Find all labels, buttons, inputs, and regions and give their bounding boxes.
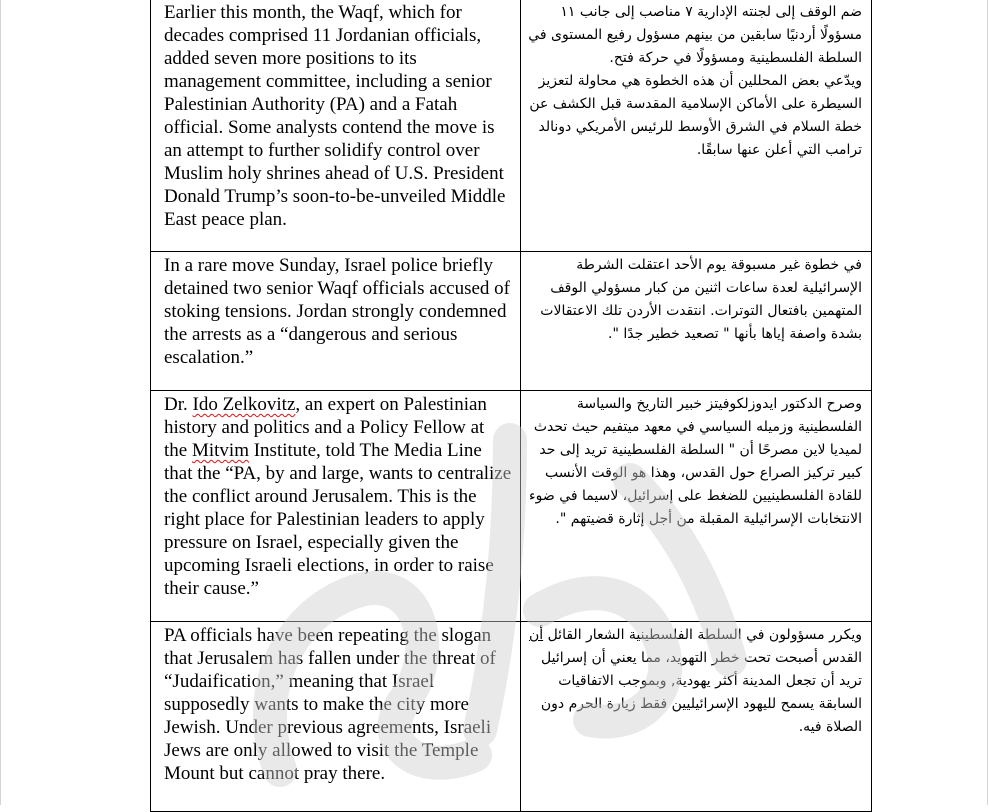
translation-table bbox=[150, 0, 872, 812]
page-edge-right bbox=[987, 0, 988, 805]
table-row bbox=[151, 622, 872, 812]
arabic-paragraph: في خطوة غير مسبوقة يوم الأحد اعتقلت الشرطة الإسرائيلية لعدة ساعات اثنين من كبار مسؤولي الوقف المتهمين بافتعال التوترات. انتقدت الأردن تلك الاعتقالات بشدة واصفة إياها بأنها " تصعيد خطير جدًا ". bbox=[540, 257, 862, 342]
arabic-line: ضم الوقف إلى لجنته الإدارية ٧ مناصب إلى جانب ١١ مسؤولًا أردنيًا سابقين من بينهم مسؤول رفيع المستوى في السلطة الفلسطينية ومسؤولًا في حركة فتح. bbox=[528, 4, 862, 66]
english-cell[interactable] bbox=[151, 622, 521, 812]
english-cell[interactable] bbox=[151, 391, 521, 622]
english-paragraph: In a rare move Sunday, Israel police briefly detained two senior Waqf officials accused of stoking tensions. Jordan strongly condemned the arrests as a “dangerous and serious escalation.” bbox=[164, 255, 510, 368]
table-row bbox=[151, 0, 872, 252]
spellcheck-flagged-word[interactable]: Mitvim bbox=[191, 440, 249, 461]
arabic-paragraph bbox=[521, 0, 871, 162]
table-row bbox=[151, 391, 872, 622]
english-paragraph: Earlier this month, the Waqf, which for decades comprised 11 Jordanian officials, added seven more positions to its management committee, including a senior Palestinian Authority (PA) and a Fatah official. Some analysts contend the move is an attempt to further solidify control over Muslim holy shrines ahead of U.S. President Donald Trump’s soon-to-be-unveiled Middle East peace plan. bbox=[164, 2, 506, 230]
underlined-word: أن bbox=[528, 627, 544, 643]
text-run: ويكرر مسؤولون في السلطة الفلسطينية الشعار القائل bbox=[543, 627, 862, 643]
text-run: , an expert on Palestinian history and politics and a Policy Fellow at the bbox=[164, 394, 487, 461]
arabic-line: ويدّعي بعض المحللين أن هذه الخطوة هي محاولة لتعزيز السيطرة على الأماكن الإسلامية المقدسة قبل الكشف عن خطة السلام في الشرق الأوسط للرئيس الأمريكي دونالد ترامب التي أعلن عنها سابقًا. bbox=[529, 73, 862, 158]
text-run: Institute, told The Media Line that the “PA, by and large, wants to centralize the conflict around Jerusalem. This is the right place for Palestinian leaders to apply pressure on Israel, especially given the upcoming Israeli elections, in order to raise their cause.” bbox=[164, 440, 512, 599]
text-run: Dr. bbox=[164, 394, 193, 415]
arabic-cell[interactable] bbox=[521, 0, 872, 252]
arabic-cell[interactable] bbox=[521, 252, 872, 391]
arabic-paragraph: وصرح الدكتور ايدوزلكوفيتز خبير التاريخ والسياسة الفلسطينية وزميله السياسي في معهد ميتفيم حيث تحدث لميديا لاين مصرحًا أن " السلطة الفلسطينية تريد إلى حد كبير تركيز الصراع حول القدس، وهذا هو الوقت الأنسب للقادة الفلسطينيين للضغط على إسرائيل، لاسيما في ضوء الانتخابات الإسرائيلية المقبلة من أجل إثارة قضيتهم ". bbox=[529, 396, 862, 527]
arabic-paragraph bbox=[521, 622, 871, 739]
english-cell[interactable] bbox=[151, 0, 521, 252]
english-paragraph: PA officials have been repeating the slogan that Jerusalem has fallen under the threat of “Judaification,” meaning that Israel supposedly wants to make the city more Jewish. Under previous agreements, Israeli Jews are only allowed to visit the Temple Mount but cannot pray there. bbox=[164, 625, 496, 784]
arabic-cell[interactable] bbox=[521, 622, 872, 812]
english-paragraph bbox=[151, 391, 520, 600]
page-edge-left bbox=[0, 0, 1, 805]
text-run: القدس أصبحت تحت خطر التهويد، مما يعني أن إسرائيل تريد أن تجعل المدينة أكثر يهودية, وبموجب الاتفاقيات السابقة يسمح لليهود الإسرائيليين فقط زيارة الحرم دون الصلاة فيه. bbox=[540, 650, 862, 735]
table-row bbox=[151, 252, 872, 391]
spellcheck-flagged-name[interactable]: Ido Zelkovitz bbox=[192, 394, 296, 415]
english-cell[interactable] bbox=[151, 252, 521, 391]
arabic-cell[interactable] bbox=[521, 391, 872, 622]
